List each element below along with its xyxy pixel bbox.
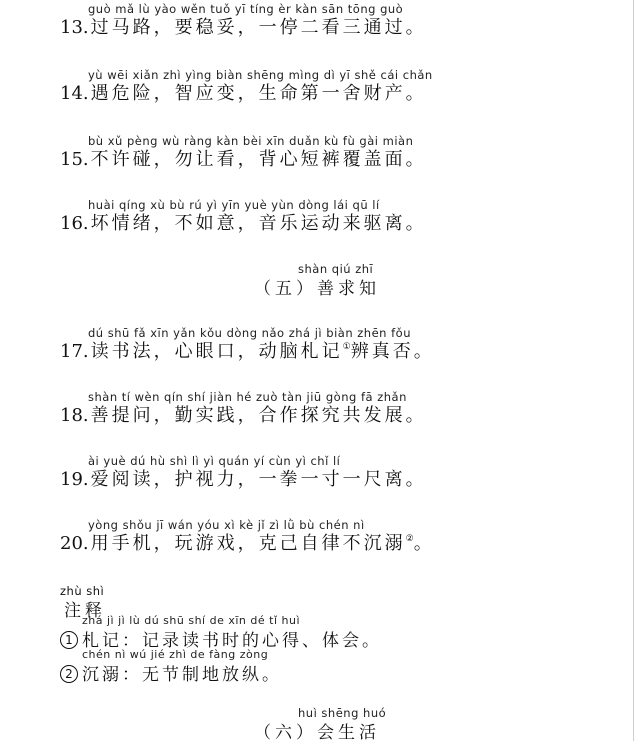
line-text-tail: 辨真否。 xyxy=(350,341,435,362)
pinyin: ài yuè dú hù shì lì yì quán yí cùn yì chǐ lí xyxy=(88,454,341,468)
line-number: 18. xyxy=(60,405,89,426)
line-text: 过马路，要稳妥，一停二看三通过。 xyxy=(90,17,427,38)
line-text: 用手机，玩游戏，克己自律不沉溺 xyxy=(90,533,406,554)
line-number: 19. xyxy=(60,469,89,490)
page-edge xyxy=(633,0,634,741)
note-text: 札记：记录读书时的心得、体会。 xyxy=(82,631,382,651)
line-text: 坏情绪，不如意，音乐运动来驱离。 xyxy=(90,213,427,234)
pinyin: shàn tí wèn qín shí jiàn hé zuò tàn jiū gòng fā zhǎn xyxy=(88,390,407,404)
line-number: 14. xyxy=(60,83,89,104)
line-number: 16. xyxy=(60,213,89,234)
notes-block xyxy=(60,584,580,694)
line-number: 15. xyxy=(60,149,89,170)
line-number: 20. xyxy=(60,533,89,554)
pinyin: yù wēi xiǎn zhì yìng biàn shēng mìng dì yī shě cái chǎn xyxy=(88,68,433,82)
section-heading-5 xyxy=(0,262,640,302)
line-number: 13. xyxy=(60,17,89,38)
pinyin: huài qíng xù bù rú yì yīn yuè yùn dòng lái qū lí xyxy=(88,198,380,212)
circled-number-2: 2 xyxy=(60,665,78,683)
section-title: （六）会生活 xyxy=(254,723,380,743)
pinyin: dú shū fǎ xīn yǎn kǒu dòng nǎo zhá jì biàn zhēn fǒu xyxy=(88,326,411,340)
pinyin: zhù shì xyxy=(60,584,105,598)
footnote-marker: ② xyxy=(405,534,414,544)
line-text: 善提问，勤实践，合作探究共发展。 xyxy=(90,405,427,426)
note-text: 沉溺：无节制地放纵。 xyxy=(82,665,282,685)
line-text: 遇危险，智应变，生命第一舍财产。 xyxy=(90,83,427,104)
pinyin: bù xǔ pèng wù ràng kàn bèi xīn duǎn kù fù gài miàn xyxy=(88,134,414,148)
pinyin: guò mǎ lù yào wěn tuǒ yī tíng èr kàn sān tōng guò xyxy=(88,2,404,16)
section-title: （五）善求知 xyxy=(254,279,380,299)
pinyin: yòng shǒu jī wán yóu xì kè jǐ zì lǜ bù chén nì xyxy=(88,518,365,532)
line-text: 爱阅读，护视力，一拳一寸一尺离。 xyxy=(90,469,427,490)
line-text-tail: 。 xyxy=(413,533,435,554)
pinyin: chén nì wú jié zhì de fàng zòng xyxy=(82,648,269,661)
circled-number-1: 1 xyxy=(60,631,78,649)
footnote-marker: ① xyxy=(342,342,351,352)
notes-title: 注释 xyxy=(64,601,106,621)
pinyin: zhá jì jì lù dú shū shí de xīn dé tǐ huì xyxy=(82,614,300,627)
line-number: 17. xyxy=(60,341,89,362)
line-text: 不许碰，勿让看，背心短裤覆盖面。 xyxy=(90,149,427,170)
line-text: 读书法，心眼口，动脑札记 xyxy=(90,341,343,362)
pinyin: huì shēng huó xyxy=(298,706,387,720)
section-heading-6 xyxy=(0,706,640,746)
pinyin: shàn qiú zhī xyxy=(298,262,374,276)
